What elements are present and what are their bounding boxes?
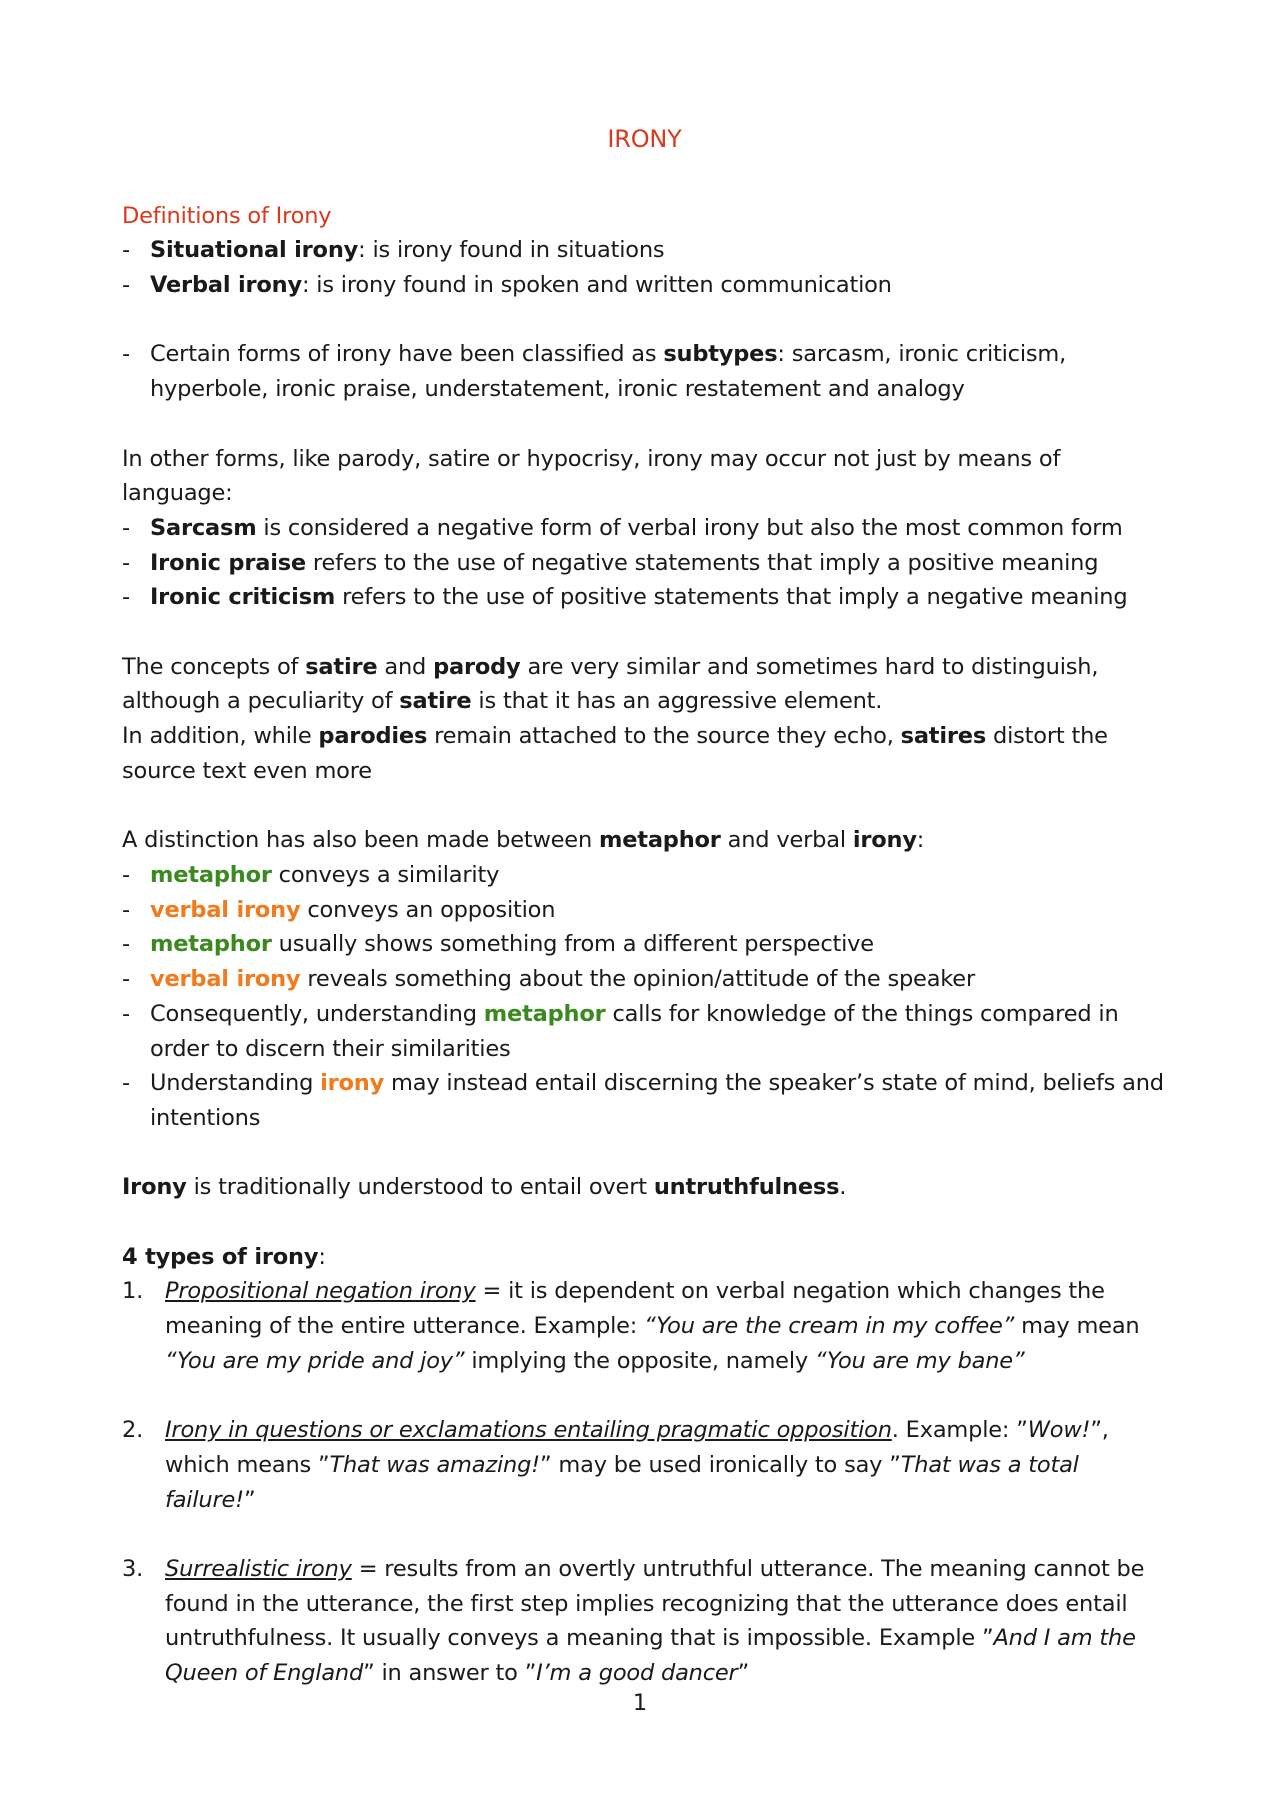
highlight-term: metaphor <box>150 861 272 888</box>
type-name: Surrealistic irony <box>165 1555 352 1582</box>
text: reveals something about the opinion/attitude of the speaker <box>300 966 976 993</box>
distinction-intro <box>122 823 1167 858</box>
highlight-term: verbal irony <box>150 896 301 923</box>
term: Ironic praise <box>150 549 306 576</box>
distinction-list <box>122 858 1167 1136</box>
example: That was a total failure! <box>165 1451 1079 1513</box>
text: ” in answer to ” <box>363 1660 537 1687</box>
types-list <box>122 1413 1167 1517</box>
text: Certain forms of irony have been classified as <box>150 341 664 368</box>
term: untruthfulness <box>653 1174 840 1201</box>
list-item <box>122 1413 1167 1517</box>
list-item <box>122 268 1167 303</box>
term: metaphor <box>598 827 721 854</box>
text: ” <box>244 1486 256 1513</box>
list-item <box>122 233 1167 268</box>
text: and verbal <box>720 827 853 854</box>
untruthfulness-paragraph <box>122 1170 1167 1205</box>
term: parodies <box>318 723 428 750</box>
definitions-list <box>122 233 1167 302</box>
example: “You are the cream in my coffee” <box>644 1313 1015 1340</box>
example: I’m a good dancer <box>536 1660 738 1687</box>
heading-text: 4 types of irony <box>122 1243 319 1270</box>
list-item <box>122 511 1167 546</box>
text: = results from an overtly untruthful utterance. The meaning cannot be found in the utterance, the first step implies recognizing that the utterance does entail untruthfulness. It usually conveys a meaning that is impossible. Example ” <box>165 1555 1145 1652</box>
text: A distinction has also been made between <box>122 827 599 854</box>
list-item <box>122 858 1167 893</box>
text: ” <box>737 1660 750 1687</box>
definition-text: : is irony found in spoken and written communication <box>301 272 892 299</box>
term: satires <box>900 723 987 750</box>
type-name: Irony in questions or exclamations entailing pragmatic opposition <box>165 1417 892 1444</box>
list-item <box>122 337 1167 406</box>
highlight-term: verbal irony <box>150 966 301 993</box>
text: distort the source text even more <box>122 723 1108 784</box>
text: usually shows something from a different perspective <box>271 931 874 958</box>
text: is that it has an aggressive element. <box>471 688 883 715</box>
list-number: 3. <box>122 1555 144 1582</box>
term: Ironic criticism <box>150 584 336 611</box>
list-item <box>122 1274 1167 1378</box>
text: : <box>916 827 925 854</box>
text: . <box>839 1174 847 1201</box>
highlight-term: metaphor <box>483 1000 606 1027</box>
list-item <box>122 546 1167 581</box>
text: : <box>318 1243 326 1270</box>
text: ”, which means ” <box>165 1417 1109 1478</box>
definition-text: : is irony found in situations <box>358 237 665 264</box>
satire-parody-paragraph-2 <box>122 719 1167 788</box>
text: Consequently, understanding <box>150 1000 484 1027</box>
text: refers to the use of negative statements that imply a positive meaning <box>305 549 1099 576</box>
list-item <box>122 1552 1167 1691</box>
term: satire <box>399 688 472 715</box>
example: “You are my pride and joy” <box>165 1347 465 1374</box>
example: “You are my bane” <box>814 1347 1025 1374</box>
list-item <box>122 1066 1167 1135</box>
satire-parody-paragraph-1 <box>122 650 1167 719</box>
text: may instead entail discerning the speaker’s state of mind, beliefs and intentions <box>150 1070 1164 1131</box>
type-name: Propositional negation irony <box>165 1278 476 1305</box>
highlight-term: irony <box>320 1070 385 1097</box>
term: irony <box>852 827 917 854</box>
text: conveys a similarity <box>271 861 500 888</box>
example: And I am the Queen of England <box>165 1625 1136 1687</box>
text: = it is dependent on verbal negation which changes the meaning of the entire utterance. Example: <box>165 1278 1105 1340</box>
example: That was amazing! <box>329 1451 540 1478</box>
list-number: 2. <box>122 1417 144 1444</box>
text: : sarcasm, ironic criticism, hyperbole, ironic praise, understatement, ironic restatement and analogy <box>150 341 1067 403</box>
page-title: IRONY <box>607 125 682 153</box>
document-content <box>122 122 1167 1691</box>
text: refers to the use of positive statements that imply a negative meaning <box>335 584 1128 611</box>
other-forms-intro: In other forms, like parody, satire or hypocrisy, irony may occur not just by means of language: <box>122 445 1061 507</box>
term: Verbal irony <box>150 272 302 299</box>
types-list <box>122 1552 1167 1691</box>
term: satire <box>305 653 378 680</box>
other-forms-list <box>122 511 1167 615</box>
text: are very similar and sometimes hard to distinguish, although a peculiarity of <box>122 653 1099 715</box>
definitions-heading: Definitions of Irony <box>122 202 332 229</box>
text: conveys an opposition <box>300 896 556 923</box>
term: parody <box>433 653 521 680</box>
text: ” may be used ironically to say ” <box>540 1451 901 1478</box>
list-item <box>122 580 1167 615</box>
text: remain attached to the source they echo, <box>427 723 901 750</box>
text: may mean <box>1014 1313 1140 1340</box>
text: is traditionally understood to entail overt <box>186 1174 654 1201</box>
highlight-term: metaphor <box>150 931 272 958</box>
text: . Example: ” <box>891 1417 1028 1444</box>
text: In addition, while <box>122 723 319 750</box>
example: Wow! <box>1027 1417 1091 1444</box>
types-heading <box>122 1240 1167 1275</box>
text: Understanding <box>150 1070 321 1097</box>
page-number: 1 <box>632 1690 648 1716</box>
term: Irony <box>122 1174 187 1201</box>
text: is considered a negative form of verbal irony but also the most common form <box>256 514 1123 541</box>
list-item <box>122 997 1167 1066</box>
types-list <box>122 1274 1167 1378</box>
subtypes-list <box>122 337 1167 406</box>
text: The concepts of <box>122 653 306 680</box>
text: calls for knowledge of the things compared in order to discern their similarities <box>150 1000 1119 1062</box>
list-item <box>122 927 1167 962</box>
term: Situational irony <box>150 237 359 264</box>
list-item <box>122 893 1167 928</box>
list-item <box>122 962 1167 997</box>
text: and <box>377 653 434 680</box>
term: Sarcasm <box>150 514 257 541</box>
text: implying the opposite, namely <box>464 1347 815 1374</box>
term: subtypes <box>663 341 778 368</box>
list-number: 1. <box>122 1278 144 1305</box>
